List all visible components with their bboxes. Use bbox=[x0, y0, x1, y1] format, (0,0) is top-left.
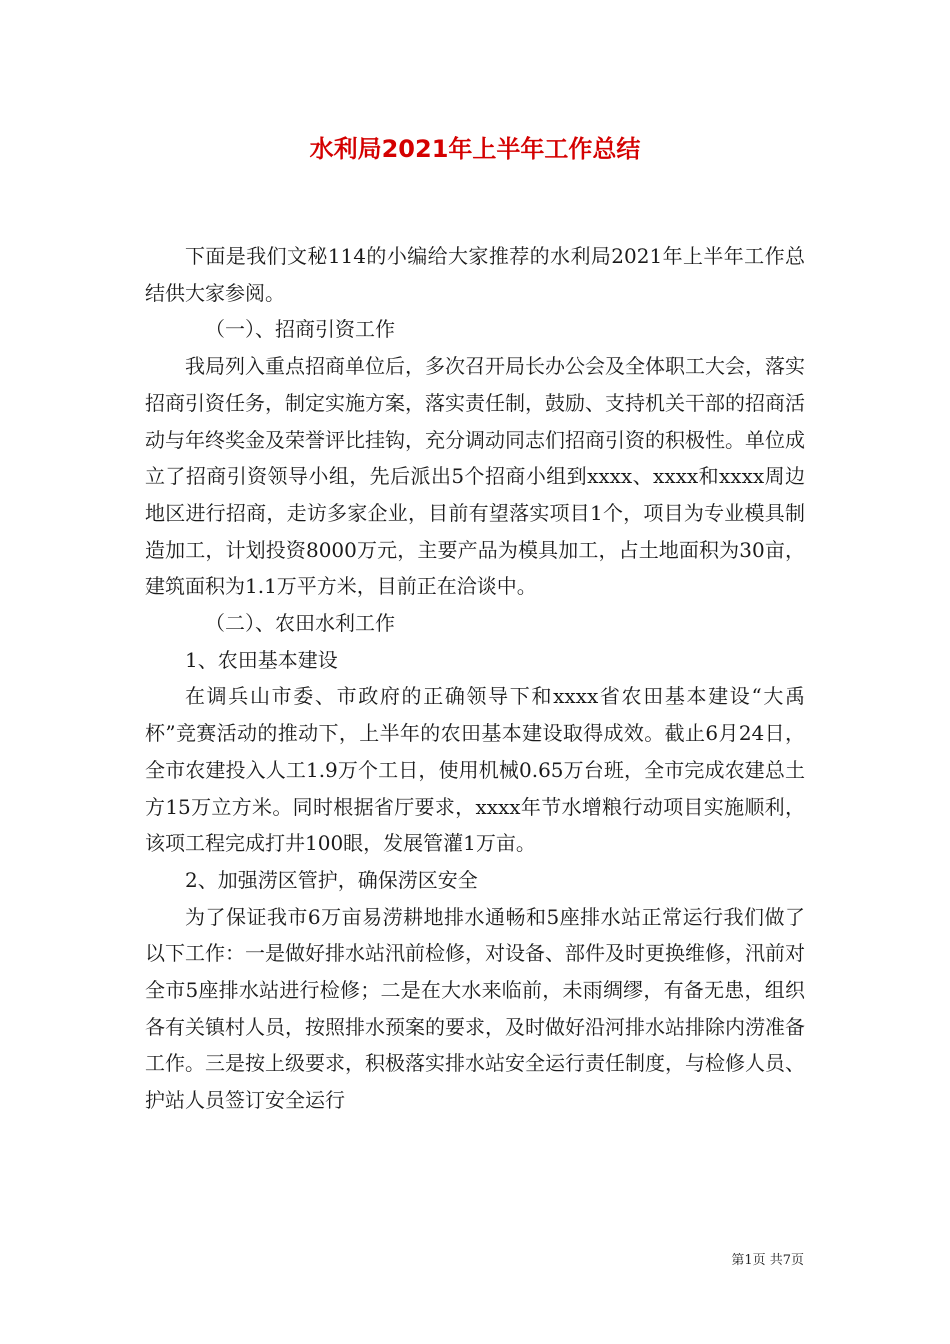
subheading-flood-area: 2、加强涝区管护，确保涝区安全 bbox=[185, 867, 478, 892]
section-heading-investment: （一）、招商引资工作 bbox=[205, 317, 395, 342]
paragraph-intro: 下面是我们文秘114的小编给大家推荐的水利局2021年上半年工作总结供大家参阅。 bbox=[145, 244, 805, 305]
subheading-farmland-construction: 1、农田基本建设 bbox=[185, 647, 338, 672]
paragraph-flood-area: 为了保证我市6万亩易涝耕地排水通畅和5座排水站正常运行我们做了以下工作：一是做好排水站汛前检修，对设备、部件及时更换维修，汛前对全市5座排水站进行检修；二是在大水来临前，未雨绸缪，有备无患，组织各有关镇村人员，按照排水预案的要求，及时做好沿河排水站排除内涝准备工作。三是按上级要求，积极落实排水站安全运行责任制度，与检修人员、护站人员签订安全运行 bbox=[145, 904, 805, 1113]
paragraph-investment: 我局列入重点招商单位后，多次召开局长办公会及全体职工大会，落实招商引资任务，制定实施方案，落实责任制，鼓励、支持机关干部的招商活动与年终奖金及荣誉评比挂钩，充分调动同志们招商引资的积极性。单位成立了招商引资领导小组，先后派出5个招商小组到xxxx、xxxx和xxxx周边地区进行招商，走访多家企业，目前有望落实项目1个，项目为专业模具制造加工，计划投资8000万元，主要产品为模具加工，占土地面积为30亩，建筑面积为1.1万平方米，目前正在洽谈中。 bbox=[145, 354, 805, 599]
page-number: 第1页 共7页 bbox=[731, 1253, 804, 1268]
document-title: 水利局2021年上半年工作总结 bbox=[309, 135, 641, 163]
section-heading-farmland: （二）、农田水利工作 bbox=[205, 611, 395, 636]
document-body bbox=[145, 238, 805, 1119]
paragraph-farmland-construction: 在调兵山市委、市政府的正确领导下和xxxx省农田基本建设“大禹杯”竞赛活动的推动下，上半年的农田基本建设取得成效。截止6月24日，全市农建投入人工1.9万个工日，使用机械0.65万台班，全市完成农建总土方15万立方米。同时根据省厅要求，xxxx年节水增粮行动项目实施顺利，该项工程完成打井100眼，发展管灌1万亩。 bbox=[145, 684, 805, 856]
